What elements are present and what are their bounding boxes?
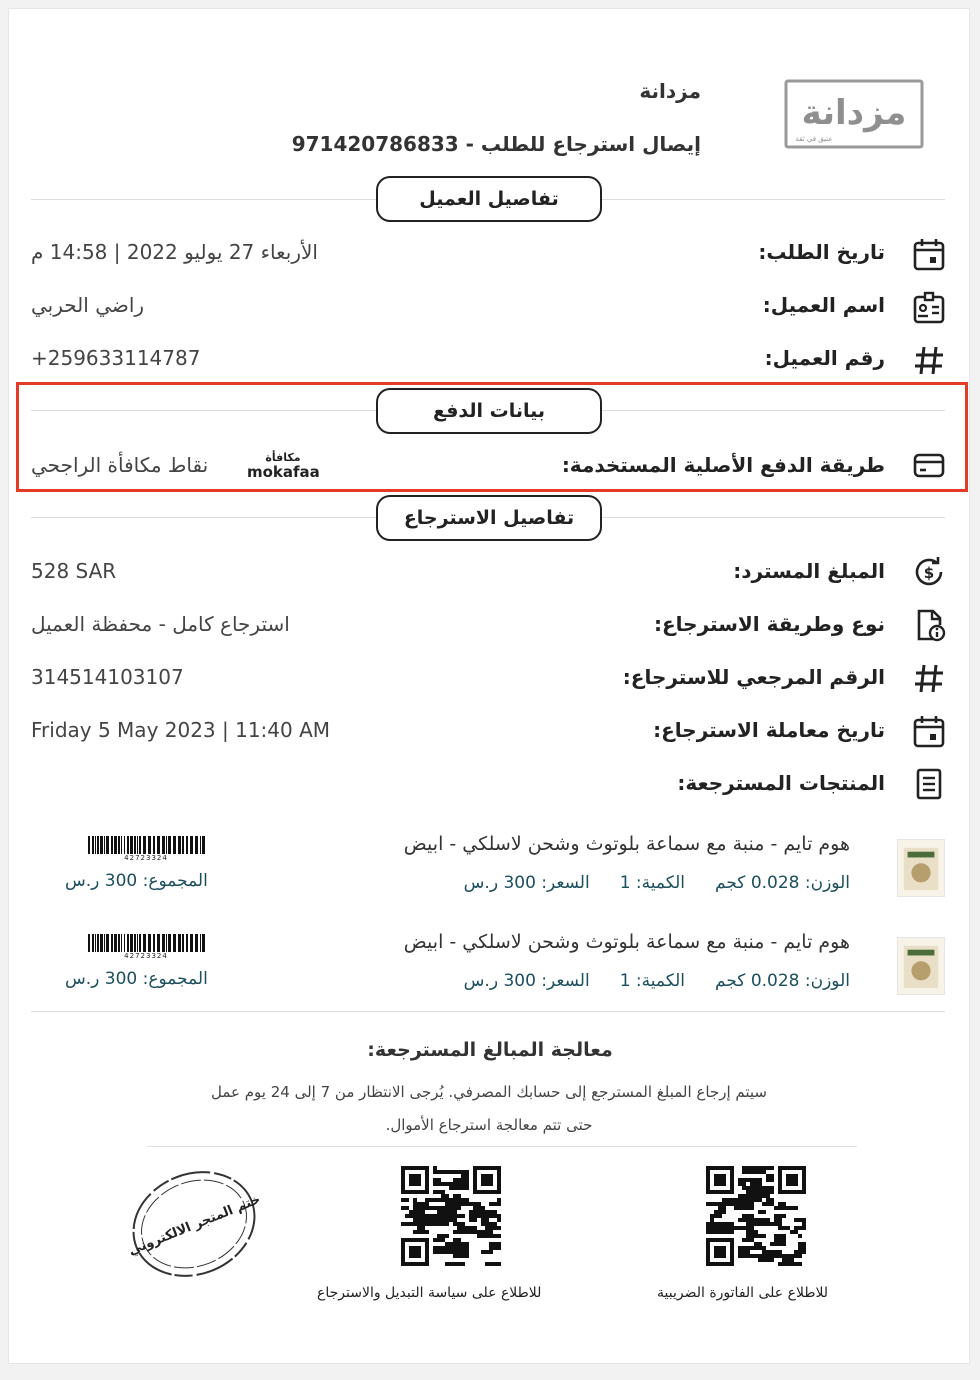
product-name: هوم تايم - منبة مع سماعة بلوتوث وشحن لاسلكي - ابيض — [403, 833, 850, 855]
product-quantity: الكمية: 1 — [619, 971, 686, 991]
customer-name-label: اسم العميل: — [762, 293, 885, 317]
order-date-value: الأربعاء 27 يوليو 2022 | 14:58 م — [31, 240, 318, 264]
payment-method-label: طريقة الدفع الأصلية المستخدمة: — [561, 453, 885, 477]
product-quantity: الكمية: 1 — [619, 873, 686, 893]
return-policy-qr-code[interactable] — [401, 1166, 501, 1266]
product-thumbnail — [897, 839, 945, 897]
payment-method-value: نقاط مكافأة الراجحي — [31, 453, 209, 477]
id-card-icon — [911, 289, 947, 325]
returned-products-label: المنتجات المسترجعة: — [677, 771, 885, 795]
processing-line-2: حتى تتم معالجة استرجاع الأموال. — [385, 1116, 593, 1134]
hash-icon — [911, 660, 947, 696]
refund-date-value: Friday 5 May 2023 | 11:40 AM — [31, 718, 331, 742]
product-meta — [434, 873, 850, 893]
refund-amount-value: 528 SAR — [31, 559, 117, 583]
refund-receipt-page — [8, 8, 970, 1364]
hash-icon — [911, 342, 947, 378]
receipt-title: إيصال استرجاع للطلب - 971420786833 — [291, 132, 701, 156]
customer-section-title: تفاصيل العميل — [376, 176, 602, 222]
refund-type-label: نوع وطريقة الاسترجاع: — [654, 612, 885, 636]
order-date-label: تاريخ الطلب: — [758, 240, 885, 264]
product-row — [31, 833, 945, 911]
product-price: السعر: 300 ر.س — [463, 971, 590, 991]
svg-text:$: $ — [923, 564, 935, 582]
processing-title: معالجة المبالغ المسترجعة: — [367, 1039, 613, 1061]
refund-section-title: تفاصيل الاسترجاع — [376, 495, 602, 541]
product-total: المجموع: 300 ر.س — [65, 871, 208, 891]
svg-text:عتيق في ثقة: عتيق في ثقة — [795, 135, 833, 143]
barcode-number: 42723324 — [124, 854, 168, 862]
payment-section-title: بيانات الدفع — [376, 388, 602, 434]
processing-text — [149, 1076, 829, 1142]
refund-reference-label: الرقم المرجعي للاسترجاع: — [622, 665, 885, 689]
svg-text:مزدانة: مزدانة — [801, 93, 907, 133]
refund-type-value: استرجاع كامل - محفظة العميل — [31, 612, 290, 636]
e-store-stamp — [119, 1159, 269, 1289]
tax-invoice-qr-code[interactable] — [706, 1166, 806, 1266]
section-divider — [147, 1146, 857, 1147]
store-name: مزدانة — [639, 79, 701, 103]
customer-number-value: +259633114787 — [31, 346, 201, 370]
processing-line-1: سيتم إرجاع المبلغ المسترجع إلى حسابك المصرفي. يُرجى الانتظار من 7 إلى 24 يوم عمل — [210, 1083, 768, 1101]
barcode-number: 42723324 — [124, 952, 168, 960]
product-thumbnail — [897, 937, 945, 995]
product-price: السعر: 300 ر.س — [463, 873, 590, 893]
mazdana-logo — [784, 79, 924, 151]
product-row — [31, 931, 945, 1009]
refund-date-label: تاريخ معاملة الاسترجاع: — [653, 718, 885, 742]
refund-amount-label: المبلغ المسترد: — [733, 559, 885, 583]
product-total: المجموع: 300 ر.س — [65, 969, 208, 989]
calendar-icon — [911, 236, 947, 272]
calendar-icon — [911, 713, 947, 749]
refund-reference-value: 314514103107 — [31, 665, 184, 689]
tax-invoice-qr-caption[interactable]: للاطلاع على الفاتورة الضريبية — [657, 1285, 829, 1301]
product-weight: الوزن: 0.028 كجم — [715, 971, 850, 991]
product-weight: الوزن: 0.028 كجم — [715, 873, 850, 893]
mokafaa-logo: مكافأة mokafaa — [247, 451, 320, 481]
svg-text:ختم المتجر الالكتروني: ختم المتجر الالكتروني — [126, 1192, 263, 1259]
customer-number-label: رقم العميل: — [764, 346, 885, 370]
credit-card-icon — [911, 447, 947, 483]
list-document-icon — [911, 766, 947, 802]
document-info-icon — [911, 607, 947, 643]
customer-name-value: راضي الحربي — [31, 293, 145, 317]
section-divider — [31, 1011, 945, 1012]
return-policy-qr-caption[interactable]: للاطلاع على سياسة التبديل والاسترجاع — [317, 1285, 542, 1301]
refund-coin-icon — [911, 554, 947, 590]
product-name: هوم تايم - منبة مع سماعة بلوتوث وشحن لاسلكي - ابيض — [403, 931, 850, 953]
product-meta — [434, 971, 850, 991]
